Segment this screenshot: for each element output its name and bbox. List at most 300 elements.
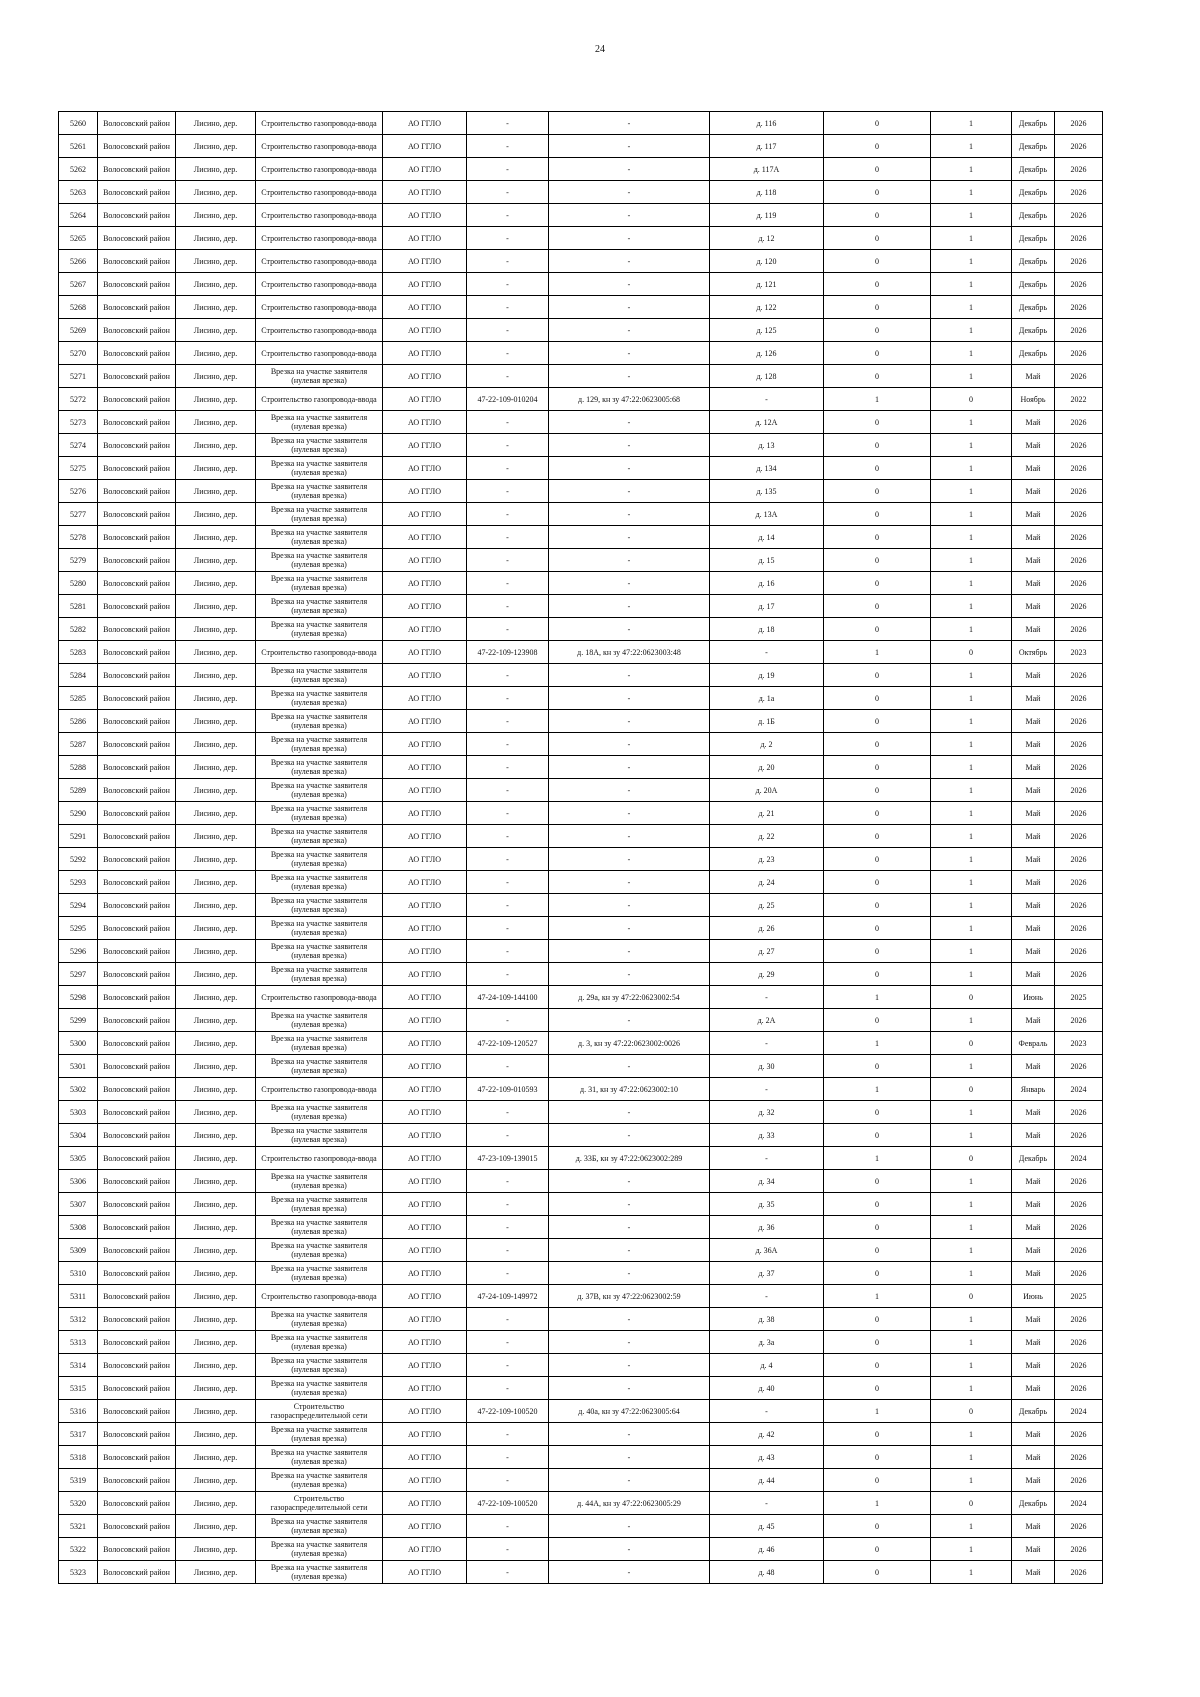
year-cell: 2026 <box>1055 365 1103 388</box>
table-row <box>59 1354 1103 1377</box>
settlement-cell: Лисино, дер. <box>176 894 256 917</box>
count-a-cell: 1 <box>824 1285 931 1308</box>
application-id-cell: 47-22-109-010204 <box>467 388 549 411</box>
application-id-cell: - <box>467 135 549 158</box>
owner-cell: АО ГГЛО <box>383 296 467 319</box>
count-b-cell: 1 <box>931 802 1012 825</box>
cadastral-address-cell: - <box>549 1561 710 1584</box>
year-cell: 2026 <box>1055 273 1103 296</box>
table-row <box>59 503 1103 526</box>
work-type-cell: Строительство газопровода-ввода <box>256 986 383 1009</box>
month-cell: Май <box>1012 1515 1055 1538</box>
year-cell: 2023 <box>1055 1032 1103 1055</box>
row-number-cell: 5302 <box>59 1078 98 1101</box>
row-number-cell: 5260 <box>59 112 98 135</box>
settlement-cell: Лисино, дер. <box>176 1446 256 1469</box>
count-b-cell: 1 <box>931 963 1012 986</box>
row-number-cell: 5289 <box>59 779 98 802</box>
cadastral-address-cell: д. 33Б, кн зу 47:22:0623002:289 <box>549 1147 710 1170</box>
year-cell: 2026 <box>1055 963 1103 986</box>
application-id-cell: - <box>467 411 549 434</box>
district-cell: Волосовский район <box>98 1469 176 1492</box>
work-type-cell: Строительство газопровода-ввода <box>256 641 383 664</box>
district-cell: Волосовский район <box>98 1216 176 1239</box>
district-cell: Волосовский район <box>98 411 176 434</box>
district-cell: Волосовский район <box>98 618 176 641</box>
house-cell: - <box>710 388 824 411</box>
owner-cell: АО ГГЛО <box>383 204 467 227</box>
month-cell: Май <box>1012 1216 1055 1239</box>
district-cell: Волосовский район <box>98 227 176 250</box>
owner-cell: АО ГГЛО <box>383 641 467 664</box>
month-cell: Май <box>1012 1423 1055 1446</box>
table-row <box>59 1216 1103 1239</box>
work-type-cell: Строительство газопровода-ввода <box>256 1147 383 1170</box>
year-cell: 2025 <box>1055 1285 1103 1308</box>
table-row <box>59 1492 1103 1515</box>
settlement-cell: Лисино, дер. <box>176 388 256 411</box>
house-cell: д. 1а <box>710 687 824 710</box>
work-type-cell: Врезка на участке заявителя (нулевая врезка) <box>256 917 383 940</box>
house-cell: д. 36 <box>710 1216 824 1239</box>
cadastral-address-cell: - <box>549 1515 710 1538</box>
table-row <box>59 411 1103 434</box>
row-number-cell: 5317 <box>59 1423 98 1446</box>
work-type-cell: Врезка на участке заявителя (нулевая врезка) <box>256 1009 383 1032</box>
owner-cell: АО ГГЛО <box>383 1538 467 1561</box>
table-row <box>59 319 1103 342</box>
district-cell: Волосовский район <box>98 572 176 595</box>
application-id-cell: - <box>467 618 549 641</box>
application-id-cell: 47-22-109-010593 <box>467 1078 549 1101</box>
application-id-cell: 47-22-109-123908 <box>467 641 549 664</box>
cadastral-address-cell: - <box>549 434 710 457</box>
owner-cell: АО ГГЛО <box>383 342 467 365</box>
table-row <box>59 1055 1103 1078</box>
row-number-cell: 5268 <box>59 296 98 319</box>
settlement-cell: Лисино, дер. <box>176 733 256 756</box>
table-row <box>59 1170 1103 1193</box>
count-b-cell: 1 <box>931 296 1012 319</box>
owner-cell: АО ГГЛО <box>383 618 467 641</box>
district-cell: Волосовский район <box>98 1515 176 1538</box>
application-id-cell: - <box>467 1331 549 1354</box>
year-cell: 2026 <box>1055 1124 1103 1147</box>
table-row <box>59 1308 1103 1331</box>
work-type-cell: Строительство газопровода-ввода <box>256 1078 383 1101</box>
table-row <box>59 986 1103 1009</box>
cadastral-address-cell: - <box>549 733 710 756</box>
table-row <box>59 917 1103 940</box>
month-cell: Май <box>1012 733 1055 756</box>
count-b-cell: 0 <box>931 1032 1012 1055</box>
work-type-cell: Врезка на участке заявителя (нулевая врезка) <box>256 1469 383 1492</box>
owner-cell: АО ГГЛО <box>383 227 467 250</box>
settlement-cell: Лисино, дер. <box>176 1538 256 1561</box>
house-cell: д. 40 <box>710 1377 824 1400</box>
settlement-cell: Лисино, дер. <box>176 1354 256 1377</box>
count-a-cell: 0 <box>824 342 931 365</box>
house-cell: д. 43 <box>710 1446 824 1469</box>
table-row <box>59 848 1103 871</box>
work-type-cell: Врезка на участке заявителя (нулевая врезка) <box>256 940 383 963</box>
count-b-cell: 1 <box>931 1193 1012 1216</box>
application-id-cell: - <box>467 112 549 135</box>
application-id-cell: - <box>467 687 549 710</box>
table-row <box>59 296 1103 319</box>
application-id-cell: 47-22-109-100520 <box>467 1400 549 1423</box>
settlement-cell: Лисино, дер. <box>176 296 256 319</box>
month-cell: Май <box>1012 549 1055 572</box>
work-type-cell: Врезка на участке заявителя (нулевая врезка) <box>256 1538 383 1561</box>
table-row <box>59 365 1103 388</box>
district-cell: Волосовский район <box>98 112 176 135</box>
application-id-cell: - <box>467 1055 549 1078</box>
count-a-cell: 0 <box>824 1446 931 1469</box>
owner-cell: АО ГГЛО <box>383 158 467 181</box>
house-cell: д. 34 <box>710 1170 824 1193</box>
count-a-cell: 0 <box>824 1101 931 1124</box>
count-b-cell: 1 <box>931 526 1012 549</box>
work-type-cell: Врезка на участке заявителя (нулевая врезка) <box>256 503 383 526</box>
count-b-cell: 1 <box>931 664 1012 687</box>
year-cell: 2026 <box>1055 411 1103 434</box>
year-cell: 2026 <box>1055 480 1103 503</box>
table-row <box>59 1078 1103 1101</box>
count-a-cell: 0 <box>824 572 931 595</box>
count-a-cell: 1 <box>824 388 931 411</box>
count-b-cell: 1 <box>931 848 1012 871</box>
house-cell: д. 1Б <box>710 710 824 733</box>
year-cell: 2026 <box>1055 572 1103 595</box>
owner-cell: АО ГГЛО <box>383 1423 467 1446</box>
cadastral-address-cell: д. 3, кн зу 47:22:0623002:0026 <box>549 1032 710 1055</box>
count-a-cell: 0 <box>824 664 931 687</box>
cadastral-address-cell: - <box>549 1124 710 1147</box>
count-a-cell: 0 <box>824 1170 931 1193</box>
house-cell: д. 120 <box>710 250 824 273</box>
application-id-cell: - <box>467 457 549 480</box>
row-number-cell: 5265 <box>59 227 98 250</box>
table-row <box>59 135 1103 158</box>
district-cell: Волосовский район <box>98 1446 176 1469</box>
table-row <box>59 342 1103 365</box>
owner-cell: АО ГГЛО <box>383 1515 467 1538</box>
cadastral-address-cell: - <box>549 1239 710 1262</box>
count-b-cell: 0 <box>931 1492 1012 1515</box>
month-cell: Май <box>1012 1561 1055 1584</box>
table-row <box>59 1285 1103 1308</box>
row-number-cell: 5292 <box>59 848 98 871</box>
house-cell: д. 38 <box>710 1308 824 1331</box>
table-row <box>59 733 1103 756</box>
cadastral-address-cell: - <box>549 1308 710 1331</box>
count-b-cell: 1 <box>931 1446 1012 1469</box>
month-cell: Декабрь <box>1012 204 1055 227</box>
month-cell: Май <box>1012 1469 1055 1492</box>
application-id-cell: - <box>467 526 549 549</box>
house-cell: д. 16 <box>710 572 824 595</box>
count-b-cell: 1 <box>931 710 1012 733</box>
year-cell: 2026 <box>1055 204 1103 227</box>
row-number-cell: 5263 <box>59 181 98 204</box>
owner-cell: АО ГГЛО <box>383 687 467 710</box>
count-b-cell: 1 <box>931 1377 1012 1400</box>
cadastral-address-cell: - <box>549 572 710 595</box>
district-cell: Волосовский район <box>98 503 176 526</box>
work-type-cell: Врезка на участке заявителя (нулевая врезка) <box>256 664 383 687</box>
page-number: 24 <box>595 44 605 55</box>
application-id-cell: - <box>467 779 549 802</box>
work-type-cell: Врезка на участке заявителя (нулевая врезка) <box>256 1193 383 1216</box>
count-b-cell: 1 <box>931 549 1012 572</box>
month-cell: Февраль <box>1012 1032 1055 1055</box>
year-cell: 2026 <box>1055 1308 1103 1331</box>
count-a-cell: 0 <box>824 618 931 641</box>
table-row <box>59 641 1103 664</box>
count-b-cell: 1 <box>931 135 1012 158</box>
work-type-cell: Врезка на участке заявителя (нулевая врезка) <box>256 1377 383 1400</box>
district-cell: Волосовский район <box>98 756 176 779</box>
application-id-cell: - <box>467 204 549 227</box>
district-cell: Волосовский район <box>98 664 176 687</box>
table-row <box>59 1032 1103 1055</box>
owner-cell: АО ГГЛО <box>383 894 467 917</box>
cadastral-address-cell: - <box>549 871 710 894</box>
application-id-cell: - <box>467 250 549 273</box>
owner-cell: АО ГГЛО <box>383 549 467 572</box>
count-a-cell: 0 <box>824 204 931 227</box>
work-type-cell: Врезка на участке заявителя (нулевая врезка) <box>256 1446 383 1469</box>
house-cell: д. 12А <box>710 411 824 434</box>
house-cell: д. 2А <box>710 1009 824 1032</box>
work-type-cell: Строительство газопровода-ввода <box>256 273 383 296</box>
row-number-cell: 5309 <box>59 1239 98 1262</box>
row-number-cell: 5323 <box>59 1561 98 1584</box>
month-cell: Май <box>1012 572 1055 595</box>
count-a-cell: 0 <box>824 1308 931 1331</box>
owner-cell: АО ГГЛО <box>383 871 467 894</box>
house-cell: д. 29 <box>710 963 824 986</box>
settlement-cell: Лисино, дер. <box>176 710 256 733</box>
work-type-cell: Врезка на участке заявителя (нулевая врезка) <box>256 1170 383 1193</box>
year-cell: 2026 <box>1055 1538 1103 1561</box>
house-cell: д. 128 <box>710 365 824 388</box>
row-number-cell: 5285 <box>59 687 98 710</box>
row-number-cell: 5278 <box>59 526 98 549</box>
work-type-cell: Врезка на участке заявителя (нулевая врезка) <box>256 1331 383 1354</box>
district-cell: Волосовский район <box>98 894 176 917</box>
table-row <box>59 618 1103 641</box>
cadastral-address-cell: - <box>549 250 710 273</box>
cadastral-address-cell: - <box>549 1055 710 1078</box>
house-cell: д. 13А <box>710 503 824 526</box>
owner-cell: АО ГГЛО <box>383 480 467 503</box>
application-id-cell: 47-22-109-100520 <box>467 1492 549 1515</box>
owner-cell: АО ГГЛО <box>383 595 467 618</box>
house-cell: д. 126 <box>710 342 824 365</box>
owner-cell: АО ГГЛО <box>383 1147 467 1170</box>
work-type-cell: Врезка на участке заявителя (нулевая врезка) <box>256 825 383 848</box>
owner-cell: АО ГГЛО <box>383 273 467 296</box>
work-type-cell: Строительство газораспределительной сети <box>256 1400 383 1423</box>
work-type-cell: Строительство газопровода-ввода <box>256 227 383 250</box>
month-cell: Май <box>1012 434 1055 457</box>
house-cell: д. 25 <box>710 894 824 917</box>
work-type-cell: Врезка на участке заявителя (нулевая врезка) <box>256 595 383 618</box>
year-cell: 2026 <box>1055 526 1103 549</box>
application-id-cell: - <box>467 549 549 572</box>
owner-cell: АО ГГЛО <box>383 1331 467 1354</box>
count-b-cell: 0 <box>931 1078 1012 1101</box>
table-body <box>59 112 1103 1584</box>
owner-cell: АО ГГЛО <box>383 112 467 135</box>
application-id-cell: - <box>467 572 549 595</box>
house-cell: д. 21 <box>710 802 824 825</box>
settlement-cell: Лисино, дер. <box>176 227 256 250</box>
row-number-cell: 5319 <box>59 1469 98 1492</box>
table-row <box>59 1331 1103 1354</box>
cadastral-address-cell: - <box>549 1377 710 1400</box>
year-cell: 2026 <box>1055 733 1103 756</box>
year-cell: 2026 <box>1055 1515 1103 1538</box>
year-cell: 2026 <box>1055 503 1103 526</box>
year-cell: 2024 <box>1055 1147 1103 1170</box>
row-number-cell: 5282 <box>59 618 98 641</box>
table-row <box>59 1561 1103 1584</box>
house-cell: д. 42 <box>710 1423 824 1446</box>
month-cell: Май <box>1012 365 1055 388</box>
row-number-cell: 5313 <box>59 1331 98 1354</box>
month-cell: Май <box>1012 1101 1055 1124</box>
count-a-cell: 0 <box>824 1193 931 1216</box>
settlement-cell: Лисино, дер. <box>176 595 256 618</box>
district-cell: Волосовский район <box>98 1055 176 1078</box>
count-b-cell: 1 <box>931 1124 1012 1147</box>
count-a-cell: 0 <box>824 848 931 871</box>
month-cell: Июнь <box>1012 1285 1055 1308</box>
house-cell: д. 15 <box>710 549 824 572</box>
year-cell: 2026 <box>1055 917 1103 940</box>
house-cell: д. 117А <box>710 158 824 181</box>
district-cell: Волосовский район <box>98 1538 176 1561</box>
application-id-cell: - <box>467 825 549 848</box>
district-cell: Волосовский район <box>98 1308 176 1331</box>
work-type-cell: Врезка на участке заявителя (нулевая врезка) <box>256 894 383 917</box>
row-number-cell: 5288 <box>59 756 98 779</box>
year-cell: 2026 <box>1055 894 1103 917</box>
year-cell: 2026 <box>1055 1561 1103 1584</box>
house-cell: д. 24 <box>710 871 824 894</box>
cadastral-address-cell: - <box>549 756 710 779</box>
cadastral-address-cell: - <box>549 319 710 342</box>
work-type-cell: Врезка на участке заявителя (нулевая врезка) <box>256 756 383 779</box>
month-cell: Май <box>1012 1170 1055 1193</box>
count-b-cell: 1 <box>931 342 1012 365</box>
district-cell: Волосовский район <box>98 687 176 710</box>
row-number-cell: 5276 <box>59 480 98 503</box>
cadastral-address-cell: - <box>549 411 710 434</box>
row-number-cell: 5280 <box>59 572 98 595</box>
count-a-cell: 0 <box>824 1515 931 1538</box>
work-type-cell: Врезка на участке заявителя (нулевая врезка) <box>256 480 383 503</box>
settlement-cell: Лисино, дер. <box>176 779 256 802</box>
table-row <box>59 480 1103 503</box>
month-cell: Декабрь <box>1012 1400 1055 1423</box>
row-number-cell: 5286 <box>59 710 98 733</box>
district-cell: Волосовский район <box>98 480 176 503</box>
count-b-cell: 1 <box>931 1239 1012 1262</box>
month-cell: Май <box>1012 618 1055 641</box>
application-id-cell: - <box>467 1446 549 1469</box>
application-id-cell: - <box>467 158 549 181</box>
cadastral-address-cell: - <box>549 227 710 250</box>
owner-cell: АО ГГЛО <box>383 503 467 526</box>
district-cell: Волосовский район <box>98 319 176 342</box>
month-cell: Декабрь <box>1012 319 1055 342</box>
count-b-cell: 1 <box>931 181 1012 204</box>
owner-cell: АО ГГЛО <box>383 135 467 158</box>
count-a-cell: 1 <box>824 1400 931 1423</box>
cadastral-address-cell: - <box>549 480 710 503</box>
count-b-cell: 0 <box>931 1285 1012 1308</box>
year-cell: 2026 <box>1055 319 1103 342</box>
count-b-cell: 1 <box>931 917 1012 940</box>
row-number-cell: 5294 <box>59 894 98 917</box>
count-b-cell: 1 <box>931 733 1012 756</box>
work-type-cell: Врезка на участке заявителя (нулевая врезка) <box>256 1055 383 1078</box>
work-type-cell: Строительство газопровода-ввода <box>256 158 383 181</box>
count-a-cell: 0 <box>824 1561 931 1584</box>
district-cell: Волосовский район <box>98 1170 176 1193</box>
cadastral-address-cell: - <box>549 894 710 917</box>
month-cell: Май <box>1012 963 1055 986</box>
owner-cell: АО ГГЛО <box>383 733 467 756</box>
year-cell: 2026 <box>1055 158 1103 181</box>
count-b-cell: 1 <box>931 457 1012 480</box>
row-number-cell: 5275 <box>59 457 98 480</box>
settlement-cell: Лисино, дер. <box>176 1009 256 1032</box>
district-cell: Волосовский район <box>98 963 176 986</box>
house-cell: - <box>710 1032 824 1055</box>
settlement-cell: Лисино, дер. <box>176 319 256 342</box>
application-id-cell: - <box>467 1009 549 1032</box>
house-cell: д. 27 <box>710 940 824 963</box>
owner-cell: АО ГГЛО <box>383 1377 467 1400</box>
row-number-cell: 5277 <box>59 503 98 526</box>
cadastral-address-cell: - <box>549 204 710 227</box>
count-a-cell: 0 <box>824 1216 931 1239</box>
row-number-cell: 5273 <box>59 411 98 434</box>
count-b-cell: 1 <box>931 572 1012 595</box>
application-id-cell: - <box>467 595 549 618</box>
month-cell: Май <box>1012 1262 1055 1285</box>
count-a-cell: 0 <box>824 181 931 204</box>
count-b-cell: 1 <box>931 940 1012 963</box>
cadastral-address-cell: д. 40а, кн зу 47:22:0623005:64 <box>549 1400 710 1423</box>
settlement-cell: Лисино, дер. <box>176 457 256 480</box>
count-a-cell: 0 <box>824 319 931 342</box>
work-type-cell: Врезка на участке заявителя (нулевая врезка) <box>256 618 383 641</box>
house-cell: д. 23 <box>710 848 824 871</box>
row-number-cell: 5279 <box>59 549 98 572</box>
work-type-cell: Врезка на участке заявителя (нулевая врезка) <box>256 434 383 457</box>
district-cell: Волосовский район <box>98 365 176 388</box>
house-cell: д. 37 <box>710 1262 824 1285</box>
count-a-cell: 0 <box>824 894 931 917</box>
table-row <box>59 158 1103 181</box>
work-type-cell: Врезка на участке заявителя (нулевая врезка) <box>256 802 383 825</box>
